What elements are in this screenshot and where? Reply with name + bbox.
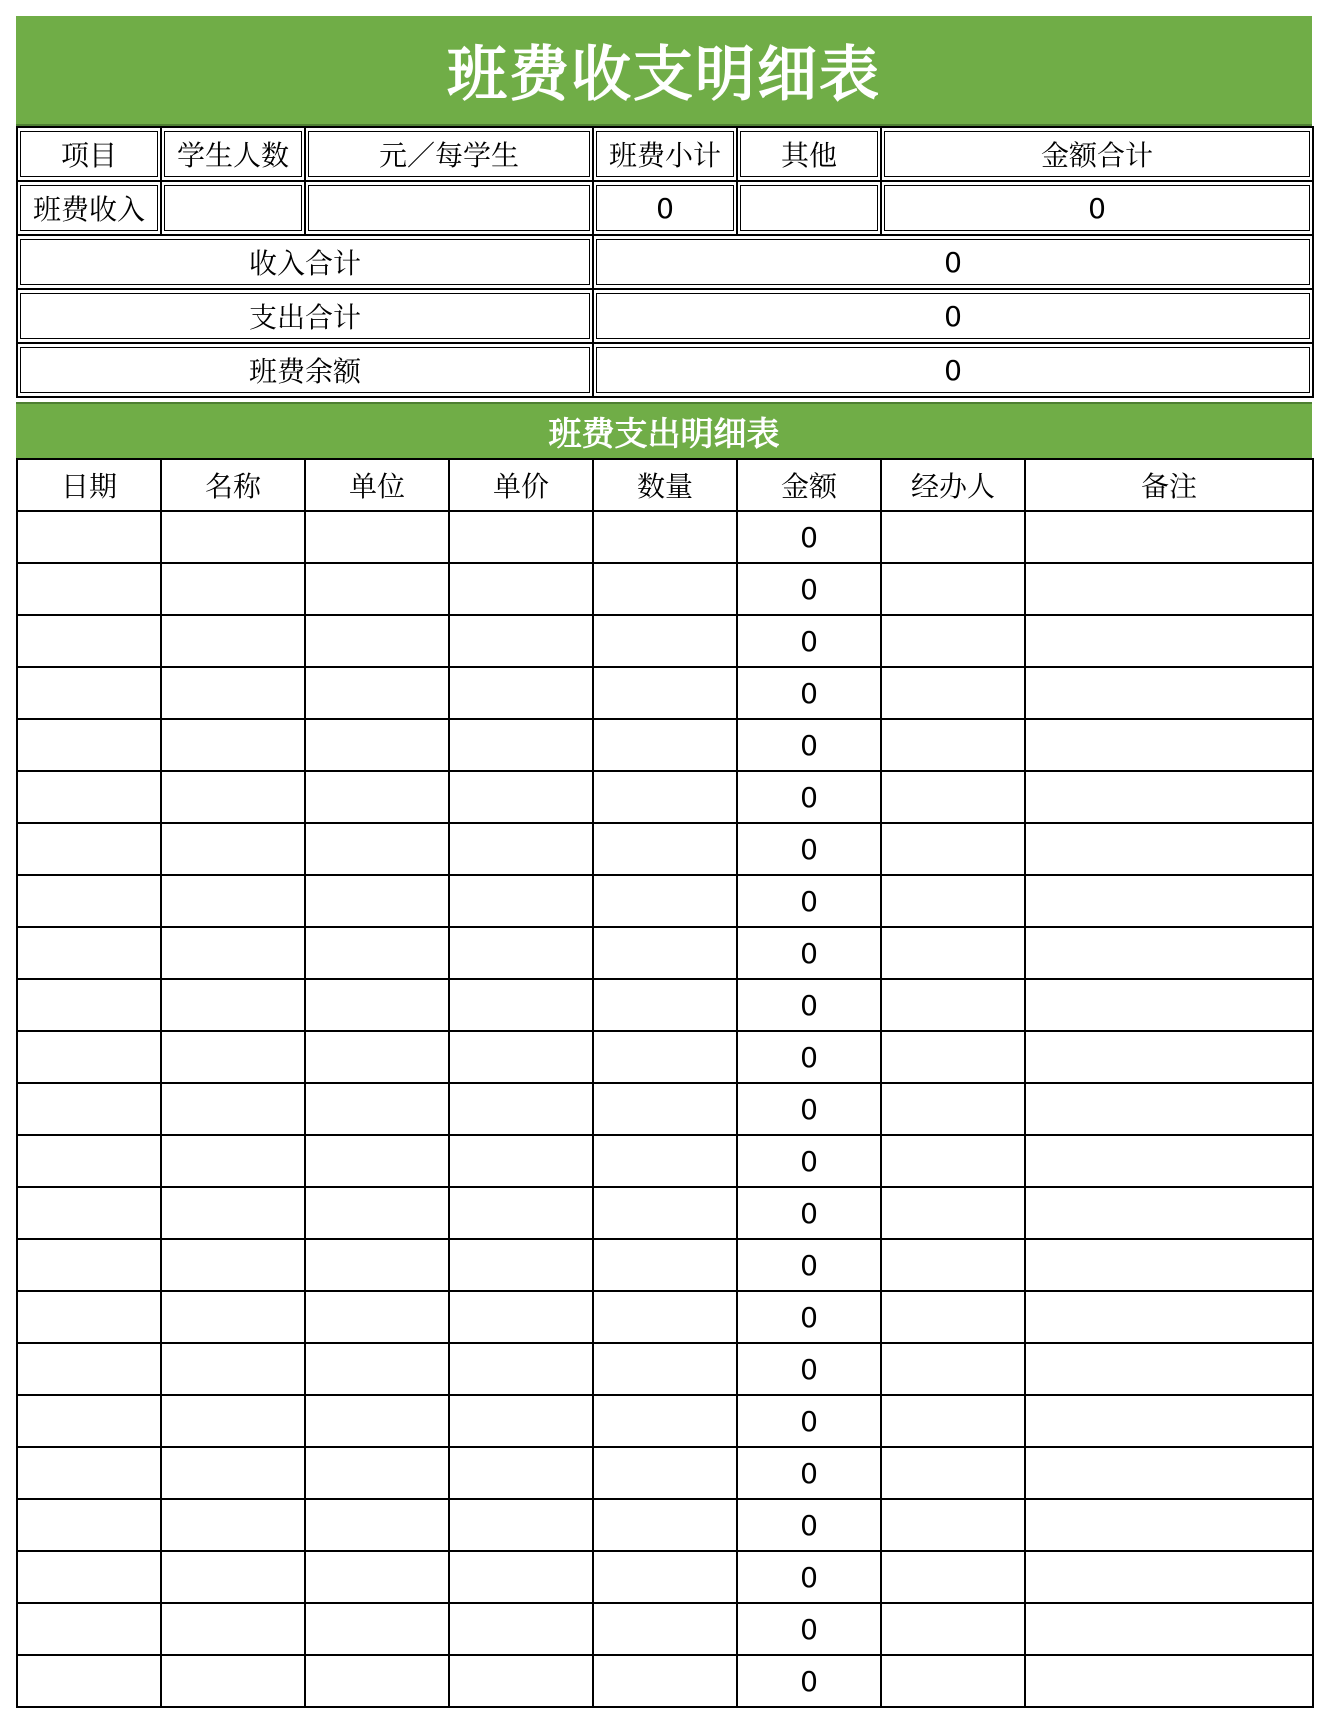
name-cell[interactable] bbox=[161, 1603, 305, 1655]
unit-price-cell[interactable] bbox=[449, 1291, 593, 1343]
table-row bbox=[17, 1655, 1313, 1707]
amount-cell[interactable]: 0 bbox=[737, 823, 881, 875]
unit-cell[interactable] bbox=[305, 875, 449, 927]
name-cell[interactable] bbox=[161, 667, 305, 719]
amount-cell[interactable]: 0 bbox=[737, 667, 881, 719]
amount-cell[interactable]: 0 bbox=[737, 1395, 881, 1447]
quantity-cell[interactable] bbox=[593, 1655, 737, 1707]
column-header-unit-price: 单价 bbox=[449, 459, 593, 511]
quantity-cell[interactable] bbox=[593, 823, 737, 875]
date-cell[interactable] bbox=[17, 1499, 161, 1551]
handler-cell[interactable] bbox=[881, 1031, 1025, 1083]
amount-cell[interactable]: 0 bbox=[737, 511, 881, 563]
date-cell[interactable] bbox=[17, 719, 161, 771]
date-cell[interactable] bbox=[17, 875, 161, 927]
quantity-cell[interactable] bbox=[593, 563, 737, 615]
table-row bbox=[17, 1343, 1313, 1395]
income-header-cell: 班费小计 bbox=[593, 127, 737, 181]
table-row bbox=[17, 1187, 1313, 1239]
summary-row bbox=[17, 343, 1313, 397]
unit-cell[interactable] bbox=[305, 1031, 449, 1083]
unit-price-cell[interactable] bbox=[449, 1135, 593, 1187]
date-cell[interactable] bbox=[17, 615, 161, 667]
amount-cell[interactable]: 0 bbox=[737, 1031, 881, 1083]
unit-price-cell[interactable] bbox=[449, 563, 593, 615]
unit-cell[interactable] bbox=[305, 615, 449, 667]
handler-cell[interactable] bbox=[881, 615, 1025, 667]
remarks-cell[interactable] bbox=[1025, 1655, 1313, 1707]
name-cell[interactable] bbox=[161, 823, 305, 875]
remarks-cell[interactable] bbox=[1025, 1343, 1313, 1395]
expense-header-row bbox=[17, 459, 1313, 511]
handler-cell[interactable] bbox=[881, 875, 1025, 927]
unit-price-cell[interactable] bbox=[449, 1603, 593, 1655]
table-row bbox=[17, 1083, 1313, 1135]
expense-body bbox=[17, 511, 1313, 1707]
student-count-cell[interactable] bbox=[161, 181, 305, 235]
handler-cell[interactable] bbox=[881, 771, 1025, 823]
unit-price-cell[interactable] bbox=[449, 1551, 593, 1603]
date-cell[interactable] bbox=[17, 823, 161, 875]
amount-cell[interactable]: 0 bbox=[737, 1187, 881, 1239]
unit-price-cell[interactable] bbox=[449, 927, 593, 979]
name-cell[interactable] bbox=[161, 1239, 305, 1291]
date-cell[interactable] bbox=[17, 1655, 161, 1707]
remarks-cell[interactable] bbox=[1025, 1551, 1313, 1603]
date-cell[interactable] bbox=[17, 1551, 161, 1603]
handler-cell[interactable] bbox=[881, 1395, 1025, 1447]
quantity-cell[interactable] bbox=[593, 1135, 737, 1187]
other-cell[interactable] bbox=[737, 181, 881, 235]
unit-price-cell[interactable] bbox=[449, 667, 593, 719]
table-row bbox=[17, 979, 1313, 1031]
unit-cell[interactable] bbox=[305, 1395, 449, 1447]
handler-cell[interactable] bbox=[881, 1603, 1025, 1655]
date-cell[interactable] bbox=[17, 667, 161, 719]
table-row bbox=[17, 1551, 1313, 1603]
summary-label: 收入合计 bbox=[17, 235, 593, 289]
expense-section-title: 班费支出明细表 bbox=[16, 402, 1312, 458]
table-row bbox=[17, 1603, 1313, 1655]
date-cell[interactable] bbox=[17, 1395, 161, 1447]
name-cell[interactable] bbox=[161, 1655, 305, 1707]
fee-subtotal-cell[interactable]: 0 bbox=[593, 181, 737, 235]
handler-cell[interactable] bbox=[881, 667, 1025, 719]
handler-cell[interactable] bbox=[881, 1343, 1025, 1395]
name-cell[interactable] bbox=[161, 1291, 305, 1343]
column-header-amount: 金额 bbox=[737, 459, 881, 511]
name-cell[interactable] bbox=[161, 1343, 305, 1395]
unit-cell[interactable] bbox=[305, 1343, 449, 1395]
amount-cell[interactable]: 0 bbox=[737, 927, 881, 979]
amount-cell[interactable]: 0 bbox=[737, 979, 881, 1031]
remarks-cell[interactable] bbox=[1025, 1083, 1313, 1135]
table-row bbox=[17, 511, 1313, 563]
unit-price-cell[interactable] bbox=[449, 823, 593, 875]
summary-label: 支出合计 bbox=[17, 289, 593, 343]
unit-cell[interactable] bbox=[305, 771, 449, 823]
table-row bbox=[17, 1135, 1313, 1187]
quantity-cell[interactable] bbox=[593, 1603, 737, 1655]
quantity-cell[interactable] bbox=[593, 1083, 737, 1135]
unit-price-cell[interactable] bbox=[449, 1031, 593, 1083]
unit-cell[interactable] bbox=[305, 1603, 449, 1655]
date-cell[interactable] bbox=[17, 771, 161, 823]
unit-cell[interactable] bbox=[305, 927, 449, 979]
date-cell[interactable] bbox=[17, 1343, 161, 1395]
date-cell[interactable] bbox=[17, 563, 161, 615]
quantity-cell[interactable] bbox=[593, 875, 737, 927]
name-cell[interactable] bbox=[161, 771, 305, 823]
remarks-cell[interactable] bbox=[1025, 979, 1313, 1031]
unit-price-cell[interactable] bbox=[449, 1499, 593, 1551]
handler-cell[interactable] bbox=[881, 1083, 1025, 1135]
unit-cell[interactable] bbox=[305, 1187, 449, 1239]
remarks-cell[interactable] bbox=[1025, 771, 1313, 823]
summary-row bbox=[17, 289, 1313, 343]
remarks-cell[interactable] bbox=[1025, 1291, 1313, 1343]
table-row bbox=[17, 927, 1313, 979]
summary-row bbox=[17, 235, 1313, 289]
unit-price-cell[interactable] bbox=[449, 1239, 593, 1291]
amount-cell[interactable]: 0 bbox=[737, 1655, 881, 1707]
handler-cell[interactable] bbox=[881, 1239, 1025, 1291]
handler-cell[interactable] bbox=[881, 979, 1025, 1031]
date-cell[interactable] bbox=[17, 927, 161, 979]
unit-price-cell[interactable] bbox=[449, 1343, 593, 1395]
name-cell[interactable] bbox=[161, 1395, 305, 1447]
unit-cell[interactable] bbox=[305, 1083, 449, 1135]
amount-total-cell[interactable]: 0 bbox=[881, 181, 1313, 235]
unit-cell[interactable] bbox=[305, 1447, 449, 1499]
remarks-cell[interactable] bbox=[1025, 1603, 1313, 1655]
amount-cell[interactable]: 0 bbox=[737, 1603, 881, 1655]
remarks-cell[interactable] bbox=[1025, 1031, 1313, 1083]
unit-cell[interactable] bbox=[305, 823, 449, 875]
amount-cell[interactable]: 0 bbox=[737, 875, 881, 927]
date-cell[interactable] bbox=[17, 1083, 161, 1135]
summary-label: 班费余额 bbox=[17, 343, 593, 397]
name-cell[interactable] bbox=[161, 1135, 305, 1187]
quantity-cell[interactable] bbox=[593, 1551, 737, 1603]
quantity-cell[interactable] bbox=[593, 927, 737, 979]
income-table bbox=[16, 126, 1314, 398]
date-cell[interactable] bbox=[17, 1447, 161, 1499]
unit-cell[interactable] bbox=[305, 667, 449, 719]
quantity-cell[interactable] bbox=[593, 1395, 737, 1447]
amount-cell[interactable]: 0 bbox=[737, 1239, 881, 1291]
handler-cell[interactable] bbox=[881, 719, 1025, 771]
amount-cell[interactable]: 0 bbox=[737, 615, 881, 667]
amount-cell[interactable]: 0 bbox=[737, 771, 881, 823]
handler-cell[interactable] bbox=[881, 563, 1025, 615]
unit-price-cell[interactable] bbox=[449, 1655, 593, 1707]
page-title: 班费收支明细表 bbox=[16, 16, 1312, 126]
column-header-remarks: 备注 bbox=[1025, 459, 1313, 511]
name-cell[interactable] bbox=[161, 1031, 305, 1083]
remarks-cell[interactable] bbox=[1025, 1499, 1313, 1551]
name-cell[interactable] bbox=[161, 1187, 305, 1239]
table-row bbox=[17, 1499, 1313, 1551]
quantity-cell[interactable] bbox=[593, 511, 737, 563]
unit-price-cell[interactable] bbox=[449, 1447, 593, 1499]
quantity-cell[interactable] bbox=[593, 1031, 737, 1083]
remarks-cell[interactable] bbox=[1025, 1135, 1313, 1187]
table-row bbox=[17, 667, 1313, 719]
column-header-date: 日期 bbox=[17, 459, 161, 511]
income-header-cell: 金额合计 bbox=[881, 127, 1313, 181]
sheet bbox=[16, 16, 1312, 1708]
unit-cell[interactable] bbox=[305, 1239, 449, 1291]
handler-cell[interactable] bbox=[881, 511, 1025, 563]
income-header-cell: 其他 bbox=[737, 127, 881, 181]
name-cell[interactable] bbox=[161, 563, 305, 615]
unit-price-cell[interactable] bbox=[449, 979, 593, 1031]
table-row bbox=[17, 719, 1313, 771]
name-cell[interactable] bbox=[161, 875, 305, 927]
name-cell[interactable] bbox=[161, 1551, 305, 1603]
remarks-cell[interactable] bbox=[1025, 667, 1313, 719]
expense-table bbox=[16, 458, 1314, 1708]
date-cell[interactable] bbox=[17, 1187, 161, 1239]
unit-cell[interactable] bbox=[305, 1655, 449, 1707]
handler-cell[interactable] bbox=[881, 1551, 1025, 1603]
unit-cell[interactable] bbox=[305, 719, 449, 771]
quantity-cell[interactable] bbox=[593, 1499, 737, 1551]
column-header-quantity: 数量 bbox=[593, 459, 737, 511]
unit-cell[interactable] bbox=[305, 1551, 449, 1603]
unit-price-cell[interactable] bbox=[449, 511, 593, 563]
amount-cell[interactable]: 0 bbox=[737, 1447, 881, 1499]
name-cell[interactable] bbox=[161, 1083, 305, 1135]
unit-cell[interactable] bbox=[305, 563, 449, 615]
table-row bbox=[17, 1395, 1313, 1447]
table-row bbox=[17, 771, 1313, 823]
date-cell[interactable] bbox=[17, 1291, 161, 1343]
quantity-cell[interactable] bbox=[593, 1447, 737, 1499]
unit-price-cell[interactable] bbox=[449, 875, 593, 927]
handler-cell[interactable] bbox=[881, 1499, 1025, 1551]
date-cell[interactable] bbox=[17, 1603, 161, 1655]
per-student-cell[interactable] bbox=[305, 181, 593, 235]
summary-value[interactable]: 0 bbox=[593, 235, 1313, 289]
amount-cell[interactable]: 0 bbox=[737, 1291, 881, 1343]
date-cell[interactable] bbox=[17, 1239, 161, 1291]
amount-cell[interactable]: 0 bbox=[737, 563, 881, 615]
handler-cell[interactable] bbox=[881, 1187, 1025, 1239]
name-cell[interactable] bbox=[161, 1499, 305, 1551]
remarks-cell[interactable] bbox=[1025, 1239, 1313, 1291]
name-cell[interactable] bbox=[161, 719, 305, 771]
remarks-cell[interactable] bbox=[1025, 511, 1313, 563]
summary-value[interactable]: 0 bbox=[593, 343, 1313, 397]
unit-cell[interactable] bbox=[305, 1135, 449, 1187]
quantity-cell[interactable] bbox=[593, 1187, 737, 1239]
quantity-cell[interactable] bbox=[593, 719, 737, 771]
unit-cell[interactable] bbox=[305, 979, 449, 1031]
remarks-cell[interactable] bbox=[1025, 719, 1313, 771]
remarks-cell[interactable] bbox=[1025, 875, 1313, 927]
amount-cell[interactable]: 0 bbox=[737, 1551, 881, 1603]
income-header-cell: 学生人数 bbox=[161, 127, 305, 181]
table-row bbox=[17, 615, 1313, 667]
income-header-cell: 元／每学生 bbox=[305, 127, 593, 181]
quantity-cell[interactable] bbox=[593, 667, 737, 719]
name-cell[interactable] bbox=[161, 511, 305, 563]
name-cell[interactable] bbox=[161, 979, 305, 1031]
remarks-cell[interactable] bbox=[1025, 563, 1313, 615]
amount-cell[interactable]: 0 bbox=[737, 719, 881, 771]
quantity-cell[interactable] bbox=[593, 1239, 737, 1291]
handler-cell[interactable] bbox=[881, 1447, 1025, 1499]
unit-cell[interactable] bbox=[305, 1499, 449, 1551]
unit-price-cell[interactable] bbox=[449, 1083, 593, 1135]
table-row bbox=[17, 1291, 1313, 1343]
unit-price-cell[interactable] bbox=[449, 1187, 593, 1239]
table-row bbox=[17, 823, 1313, 875]
remarks-cell[interactable] bbox=[1025, 1395, 1313, 1447]
table-row bbox=[17, 1239, 1313, 1291]
amount-cell[interactable]: 0 bbox=[737, 1499, 881, 1551]
income-label-cell: 班费收入 bbox=[17, 181, 161, 235]
name-cell[interactable] bbox=[161, 615, 305, 667]
table-row bbox=[17, 1031, 1313, 1083]
name-cell[interactable] bbox=[161, 927, 305, 979]
remarks-cell[interactable] bbox=[1025, 1447, 1313, 1499]
amount-cell[interactable]: 0 bbox=[737, 1135, 881, 1187]
unit-cell[interactable] bbox=[305, 1291, 449, 1343]
date-cell[interactable] bbox=[17, 979, 161, 1031]
amount-cell[interactable]: 0 bbox=[737, 1343, 881, 1395]
unit-cell[interactable] bbox=[305, 511, 449, 563]
table-row bbox=[17, 1447, 1313, 1499]
table-row bbox=[17, 563, 1313, 615]
quantity-cell[interactable] bbox=[593, 1343, 737, 1395]
date-cell[interactable] bbox=[17, 511, 161, 563]
unit-price-cell[interactable] bbox=[449, 719, 593, 771]
unit-price-cell[interactable] bbox=[449, 615, 593, 667]
amount-cell[interactable]: 0 bbox=[737, 1083, 881, 1135]
column-header-unit: 单位 bbox=[305, 459, 449, 511]
income-row bbox=[17, 181, 1313, 235]
column-header-name: 名称 bbox=[161, 459, 305, 511]
unit-price-cell[interactable] bbox=[449, 771, 593, 823]
remarks-cell[interactable] bbox=[1025, 1187, 1313, 1239]
remarks-cell[interactable] bbox=[1025, 927, 1313, 979]
date-cell[interactable] bbox=[17, 1031, 161, 1083]
handler-cell[interactable] bbox=[881, 1135, 1025, 1187]
quantity-cell[interactable] bbox=[593, 1291, 737, 1343]
handler-cell[interactable] bbox=[881, 823, 1025, 875]
summary-value[interactable]: 0 bbox=[593, 289, 1313, 343]
remarks-cell[interactable] bbox=[1025, 615, 1313, 667]
date-cell[interactable] bbox=[17, 1135, 161, 1187]
table-row bbox=[17, 875, 1313, 927]
income-header-cell: 项目 bbox=[17, 127, 161, 181]
handler-cell[interactable] bbox=[881, 927, 1025, 979]
quantity-cell[interactable] bbox=[593, 615, 737, 667]
income-header-row bbox=[17, 127, 1313, 181]
handler-cell[interactable] bbox=[881, 1655, 1025, 1707]
remarks-cell[interactable] bbox=[1025, 823, 1313, 875]
column-header-handler: 经办人 bbox=[881, 459, 1025, 511]
quantity-cell[interactable] bbox=[593, 771, 737, 823]
handler-cell[interactable] bbox=[881, 1291, 1025, 1343]
unit-price-cell[interactable] bbox=[449, 1395, 593, 1447]
quantity-cell[interactable] bbox=[593, 979, 737, 1031]
name-cell[interactable] bbox=[161, 1447, 305, 1499]
